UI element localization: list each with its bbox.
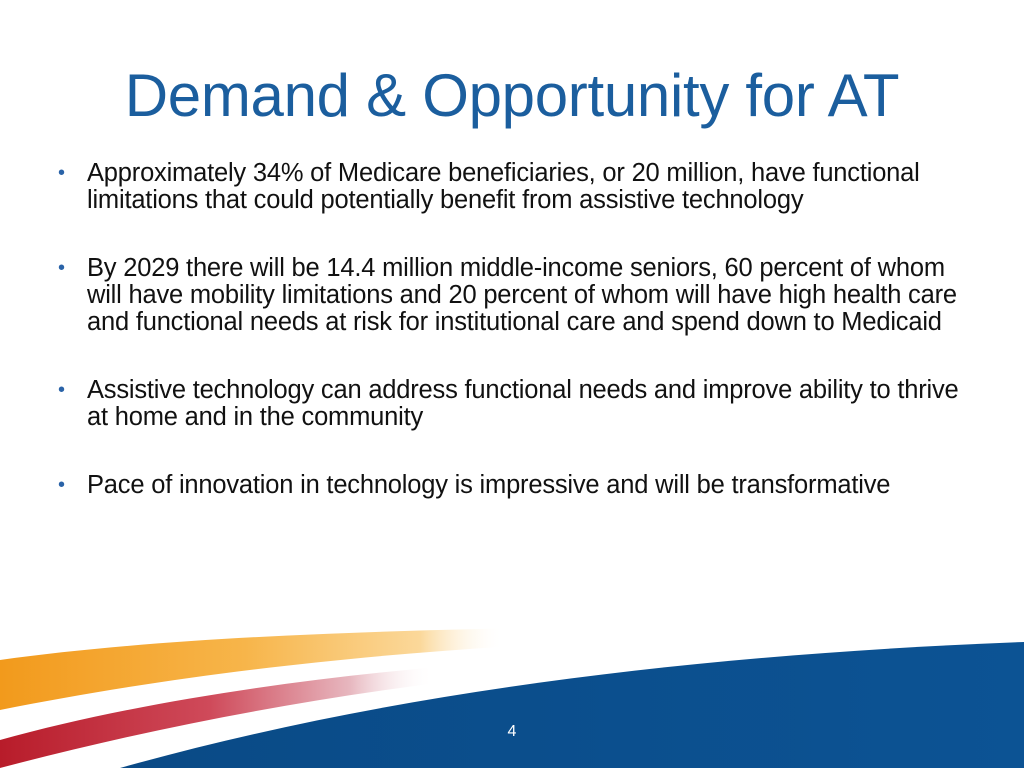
bullet-text: By 2029 there will be 14.4 million middle-income seniors, 60 percent of whom will have mobility limitations and 20 percent of whom will have high health care and functional needs at risk for institutional care and spend down to Medicaid xyxy=(87,254,957,336)
footer-wave-decoration xyxy=(0,600,1024,768)
bullet-text: Pace of innovation in technology is impressive and will be transformative xyxy=(87,471,891,499)
bullet-item xyxy=(58,472,968,499)
slide-title: Demand & Opportunity for AT xyxy=(124,62,900,129)
bullet-item xyxy=(58,160,968,214)
bullet-text: Assistive technology can address functional needs and improve ability to thrive at home and in the community xyxy=(87,376,959,431)
bullet-marker: • xyxy=(58,257,65,279)
bullet-item xyxy=(58,377,968,431)
page-number: 4 xyxy=(507,723,517,740)
bullet-item xyxy=(58,255,968,336)
bullet-marker: • xyxy=(58,162,65,184)
bullet-list xyxy=(58,160,968,499)
bullet-text: Approximately 34% of Medicare beneficiaries, or 20 million, have functional limitations that could potentially benefit from assistive technology xyxy=(87,159,920,214)
bullet-marker: • xyxy=(58,474,65,496)
bullet-marker: • xyxy=(58,379,65,401)
